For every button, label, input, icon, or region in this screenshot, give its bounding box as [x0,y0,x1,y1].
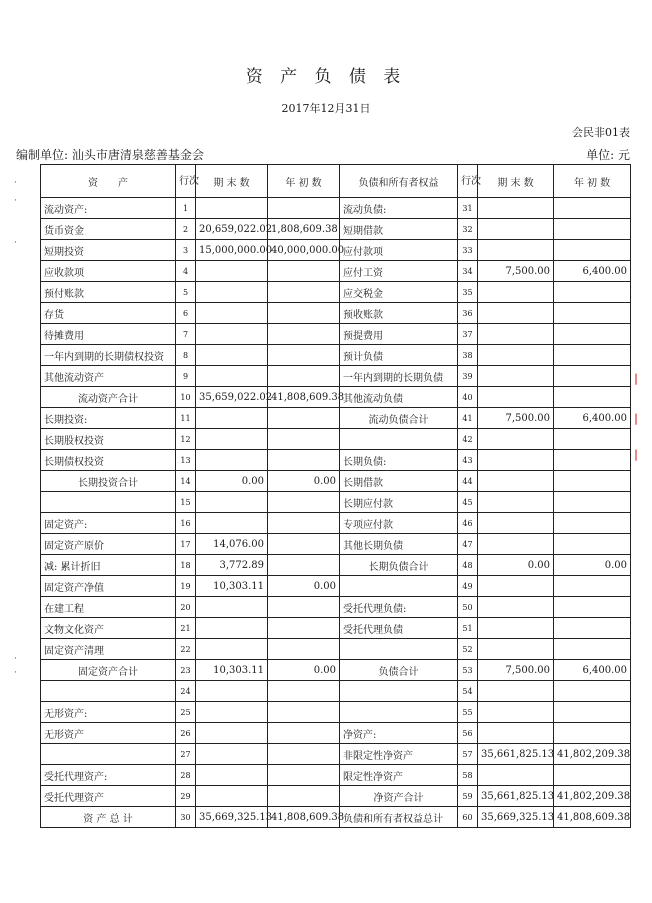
asset-year-begin [268,681,340,702]
liability-period-end [478,387,554,408]
asset-line-no: 16 [176,513,196,534]
table-row [41,534,631,555]
asset-label: 受托代理资产 [41,786,176,807]
liability-line-no: 55 [458,702,478,723]
liability-label [340,576,458,597]
table-row [41,324,631,345]
asset-year-begin [268,723,340,744]
liability-period-end [478,450,554,471]
asset-label: 短期投资 [41,240,176,261]
asset-line-no: 19 [176,576,196,597]
asset-label: 无形资产: [41,702,176,723]
liability-line-no: 51 [458,618,478,639]
liability-line-no: 48 [458,555,478,576]
asset-label [41,492,176,513]
asset-year-begin: 41,808,609.38 [268,807,340,828]
asset-period-end [196,597,268,618]
asset-year-begin [268,702,340,723]
asset-line-no: 1 [176,198,196,219]
asset-line-no: 2 [176,219,196,240]
liability-label: 应付工资 [340,261,458,282]
liability-period-end: 7,500.00 [478,261,554,282]
asset-period-end: 35,669,325.13 [196,807,268,828]
liability-period-end [478,702,554,723]
liability-year-begin [554,534,631,555]
liability-label: 负债和所有者权益总计 [340,807,458,828]
asset-period-end [196,261,268,282]
liability-line-no: 50 [458,597,478,618]
asset-period-end [196,366,268,387]
liability-label: 限定性净资产 [340,765,458,786]
liability-label: 预提费用 [340,324,458,345]
liability-label: 短期借款 [340,219,458,240]
liability-period-end [478,366,554,387]
header-line-no: 行次 [176,165,196,198]
liability-period-end: 7,500.00 [478,408,554,429]
liability-year-begin [554,303,631,324]
table-row [41,471,631,492]
liability-line-no: 40 [458,387,478,408]
asset-period-end: 10,303.11 [196,576,268,597]
margin-mark: · [14,196,17,206]
asset-year-begin [268,345,340,366]
asset-line-no: 28 [176,765,196,786]
header-period-end: 期 末 数 [196,165,268,198]
asset-line-no: 10 [176,387,196,408]
liability-label: 长期借款 [340,471,458,492]
liability-year-begin [554,429,631,450]
asset-year-begin [268,534,340,555]
liability-label: 净资产: [340,723,458,744]
liability-line-no: 47 [458,534,478,555]
liability-period-end [478,240,554,261]
asset-label: 固定资产净值 [41,576,176,597]
liability-line-no: 31 [458,198,478,219]
asset-label: 流动资产合计 [41,387,176,408]
header-period-end-2: 期 末 数 [478,165,554,198]
asset-period-end [196,492,268,513]
asset-line-no: 4 [176,261,196,282]
asset-period-end: 10,303.11 [196,660,268,681]
liability-year-begin [554,240,631,261]
liability-label: 长期应付款 [340,492,458,513]
table-row [41,576,631,597]
asset-period-end [196,429,268,450]
liability-line-no: 45 [458,492,478,513]
asset-period-end [196,345,268,366]
red-seal-mark: | [634,372,639,385]
asset-period-end [196,513,268,534]
table-row [41,660,631,681]
margin-mark: · [14,238,17,248]
table-row [41,198,631,219]
asset-line-no: 11 [176,408,196,429]
liability-year-begin [554,723,631,744]
asset-year-begin: 40,000,000.00 [268,240,340,261]
table-body [41,198,631,828]
liability-year-begin: 6,400.00 [554,408,631,429]
asset-label: 固定资产原价 [41,534,176,555]
liability-label [340,429,458,450]
liability-period-end [478,723,554,744]
liability-period-end [478,513,554,534]
liability-line-no: 41 [458,408,478,429]
liability-year-begin [554,702,631,723]
table-row [41,345,631,366]
asset-period-end [196,618,268,639]
asset-year-begin [268,429,340,450]
liability-label [340,639,458,660]
liability-line-no: 58 [458,765,478,786]
asset-year-begin: 0.00 [268,576,340,597]
asset-line-no: 3 [176,240,196,261]
liability-year-begin [554,282,631,303]
liability-line-no: 44 [458,471,478,492]
asset-line-no: 27 [176,744,196,765]
table-row [41,219,631,240]
liability-line-no: 33 [458,240,478,261]
liability-year-begin: 41,808,609.38 [554,807,631,828]
asset-line-no: 8 [176,345,196,366]
liability-line-no: 49 [458,576,478,597]
asset-line-no: 14 [176,471,196,492]
liability-label: 其他流动负债 [340,387,458,408]
liability-period-end [478,681,554,702]
table-row [41,807,631,828]
liability-period-end [478,492,554,513]
asset-year-begin: 1,808,609.38 [268,219,340,240]
table-row [41,618,631,639]
asset-year-begin [268,198,340,219]
liability-label: 预收账款 [340,303,458,324]
liability-period-end: 7,500.00 [478,660,554,681]
header-assets: 资 产 [41,165,176,198]
liability-year-begin [554,639,631,660]
asset-period-end [196,723,268,744]
liability-year-begin [554,681,631,702]
asset-line-no: 17 [176,534,196,555]
asset-label: 流动资产: [41,198,176,219]
asset-period-end [196,681,268,702]
asset-label: 长期债权投资 [41,450,176,471]
asset-label: 无形资产 [41,723,176,744]
form-number: 会民非01表 [572,126,630,139]
liability-label: 流动负债合计 [340,408,458,429]
liability-period-end [478,345,554,366]
asset-label: 减: 累计折旧 [41,555,176,576]
liability-year-begin: 0.00 [554,555,631,576]
asset-period-end: 3,772.89 [196,555,268,576]
liability-label: 受托代理负债: [340,597,458,618]
asset-label: 固定资产清理 [41,639,176,660]
table-row [41,555,631,576]
asset-year-begin: 41,808,609.38 [268,387,340,408]
liability-year-begin [554,513,631,534]
liability-line-no: 59 [458,786,478,807]
liability-label: 专项应付款 [340,513,458,534]
liability-line-no: 38 [458,345,478,366]
liability-line-no: 46 [458,513,478,534]
liability-line-no: 54 [458,681,478,702]
table-row [41,282,631,303]
liability-period-end [478,282,554,303]
table-row [41,513,631,534]
table-row [41,786,631,807]
liability-period-end: 35,661,825.13 [478,786,554,807]
asset-label [41,681,176,702]
asset-label [41,744,176,765]
liability-line-no: 32 [458,219,478,240]
asset-period-end [196,408,268,429]
liability-period-end [478,597,554,618]
liability-period-end [478,324,554,345]
table-row [41,387,631,408]
asset-year-begin [268,450,340,471]
liability-label: 净资产合计 [340,786,458,807]
liability-year-begin [554,219,631,240]
liability-label: 其他长期负债 [340,534,458,555]
table-row [41,723,631,744]
liability-period-end [478,639,554,660]
liability-label: 应交税金 [340,282,458,303]
liability-year-begin [554,387,631,408]
asset-period-end: 15,000,000.00 [196,240,268,261]
asset-line-no: 26 [176,723,196,744]
table-row [41,261,631,282]
asset-line-no: 23 [176,660,196,681]
asset-period-end [196,303,268,324]
asset-year-begin [268,765,340,786]
asset-line-no: 29 [176,786,196,807]
asset-line-no: 30 [176,807,196,828]
liability-line-no: 43 [458,450,478,471]
asset-label: 存货 [41,303,176,324]
table-row [41,303,631,324]
liability-year-begin: 6,400.00 [554,660,631,681]
liability-line-no: 53 [458,660,478,681]
liability-period-end [478,534,554,555]
liability-period-end: 35,669,325.13 [478,807,554,828]
asset-line-no: 12 [176,429,196,450]
asset-period-end [196,786,268,807]
liability-label: 非限定性净资产 [340,744,458,765]
liability-year-begin [554,345,631,366]
table-row [41,681,631,702]
table-row [41,639,631,660]
liability-line-no: 57 [458,744,478,765]
table-row [41,240,631,261]
liability-period-end [478,576,554,597]
liability-period-end [478,429,554,450]
liability-year-begin [554,324,631,345]
header-year-begin-2: 年 初 数 [554,165,631,198]
liability-label: 负债合计 [340,660,458,681]
asset-label: 预付账款 [41,282,176,303]
asset-line-no: 9 [176,366,196,387]
liability-year-begin [554,492,631,513]
liability-label: 预计负债 [340,345,458,366]
report-date: 2017年12月31日 [281,102,371,115]
asset-label: 固定资产合计 [41,660,176,681]
asset-line-no: 6 [176,303,196,324]
asset-label: 固定资产: [41,513,176,534]
asset-year-begin [268,744,340,765]
liability-period-end [478,618,554,639]
asset-period-end [196,198,268,219]
asset-year-begin: 0.00 [268,660,340,681]
asset-line-no: 20 [176,597,196,618]
header-liabilities-equity: 负债和所有者权益 [340,165,458,198]
table-row [41,702,631,723]
liability-line-no: 37 [458,324,478,345]
liability-label: 流动负债: [340,198,458,219]
liability-label [340,681,458,702]
liability-label: 应付款项 [340,240,458,261]
asset-period-end: 35,659,022.02 [196,387,268,408]
asset-year-begin [268,597,340,618]
asset-label: 货币资金 [41,219,176,240]
table-row [41,597,631,618]
asset-year-begin [268,555,340,576]
liability-period-end: 35,661,825.13 [478,744,554,765]
red-seal-mark: | [634,412,639,425]
asset-label: 文物文化资产 [41,618,176,639]
asset-year-begin [268,366,340,387]
table-row [41,492,631,513]
liability-line-no: 60 [458,807,478,828]
margin-mark: · [14,654,17,664]
currency-unit: 单位: 元 [586,148,630,162]
liability-period-end: 0.00 [478,555,554,576]
liability-year-begin [554,471,631,492]
liability-year-begin: 41,802,209.38 [554,786,631,807]
asset-line-no: 21 [176,618,196,639]
asset-period-end: 14,076.00 [196,534,268,555]
liability-year-begin: 6,400.00 [554,261,631,282]
margin-mark: · [14,178,17,188]
liability-period-end [478,471,554,492]
page-title: 资 产 负 债 表 [245,67,407,87]
liability-label: 长期负债: [340,450,458,471]
liability-line-no: 42 [458,429,478,450]
liability-line-no: 34 [458,261,478,282]
liability-period-end [478,303,554,324]
table-row [41,744,631,765]
liability-line-no: 36 [458,303,478,324]
asset-year-begin [268,786,340,807]
asset-period-end [196,450,268,471]
liability-line-no: 56 [458,723,478,744]
liability-label: 长期负债合计 [340,555,458,576]
asset-period-end: 20,659,022.02 [196,219,268,240]
asset-line-no: 15 [176,492,196,513]
table-row [41,429,631,450]
asset-line-no: 5 [176,282,196,303]
liability-line-no: 39 [458,366,478,387]
table-header-row [41,165,631,198]
liability-year-begin [554,597,631,618]
asset-line-no: 24 [176,681,196,702]
asset-label: 应收款项 [41,261,176,282]
asset-line-no: 22 [176,639,196,660]
liability-label: 一年内到期的长期负债 [340,366,458,387]
asset-period-end [196,765,268,786]
asset-label: 受托代理资产: [41,765,176,786]
liability-period-end [478,765,554,786]
liability-year-begin [554,765,631,786]
liability-label [340,702,458,723]
asset-year-begin [268,261,340,282]
asset-line-no: 7 [176,324,196,345]
table-row [41,450,631,471]
asset-label: 一年内到期的长期债权投资 [41,345,176,366]
liability-year-begin [554,618,631,639]
asset-year-begin [268,618,340,639]
liability-year-begin [554,198,631,219]
asset-period-end [196,282,268,303]
asset-label: 其他流动资产 [41,366,176,387]
asset-year-begin [268,324,340,345]
asset-label: 在建工程 [41,597,176,618]
asset-label: 待摊费用 [41,324,176,345]
table-row [41,366,631,387]
asset-label: 长期股权投资 [41,429,176,450]
asset-year-begin [268,303,340,324]
asset-year-begin [268,492,340,513]
asset-line-no: 13 [176,450,196,471]
asset-label: 长期投资: [41,408,176,429]
asset-label: 资 产 总 计 [41,807,176,828]
liability-year-begin [554,576,631,597]
asset-year-begin: 0.00 [268,471,340,492]
table-row [41,408,631,429]
balance-sheet-table [40,164,631,828]
asset-label: 长期投资合计 [41,471,176,492]
asset-period-end [196,639,268,660]
liability-year-begin: 41,802,209.38 [554,744,631,765]
table-row [41,765,631,786]
asset-year-begin [268,513,340,534]
liability-year-begin [554,366,631,387]
asset-period-end: 0.00 [196,471,268,492]
liability-period-end [478,198,554,219]
liability-line-no: 52 [458,639,478,660]
asset-period-end [196,324,268,345]
preparing-organization: 编制单位: 汕头市唐清泉慈善基金会 [16,148,204,162]
header-year-begin: 年 初 数 [268,165,340,198]
asset-line-no: 18 [176,555,196,576]
asset-period-end [196,744,268,765]
asset-year-begin [268,639,340,660]
liability-line-no: 35 [458,282,478,303]
header-line-no-2: 行次 [458,165,478,198]
liability-year-begin [554,450,631,471]
liability-period-end [478,219,554,240]
margin-mark: · [14,668,17,678]
asset-year-begin [268,408,340,429]
asset-year-begin [268,282,340,303]
liability-label: 受托代理负债 [340,618,458,639]
red-seal-mark: | [634,448,639,461]
asset-line-no: 25 [176,702,196,723]
asset-period-end [196,702,268,723]
